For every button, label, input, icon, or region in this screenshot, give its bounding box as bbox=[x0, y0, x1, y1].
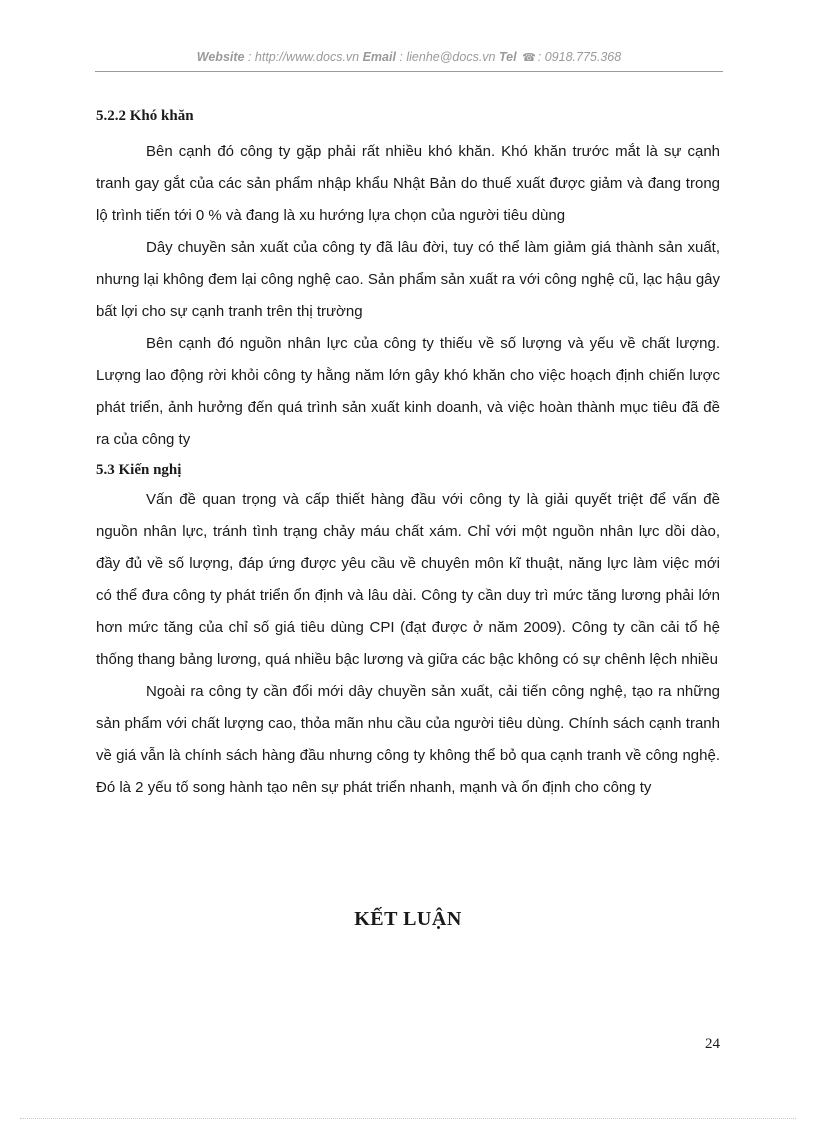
email-label: Email bbox=[362, 50, 396, 64]
paragraph: Dây chuyền sản xuất của công ty đã lâu đời, tuy có thể làm giảm giá thành sản xuất, nhưng lại không đem lại công nghệ cao. Sản phẩm sản xuất ra với công nghệ cũ, lạc hậu gây bất lợi cho sự cạnh tranh trên thị trường bbox=[96, 239, 720, 320]
page-header bbox=[95, 50, 723, 64]
heading-recommendations: 5.3 Kiến nghị bbox=[96, 462, 182, 478]
website-label: Website bbox=[196, 50, 245, 64]
email-value: : lienhe@docs.vn bbox=[395, 50, 499, 64]
phone-icon: ☎ bbox=[522, 52, 536, 64]
page-number: 24 bbox=[705, 1036, 720, 1052]
website-value: : http://www.docs.vn bbox=[244, 50, 363, 64]
paragraph: Bên cạnh đó nguồn nhân lực của công ty thiếu về số lượng và yếu về chất lượng. Lượng lao động rời khỏi công ty hằng năm lớn gây khó khăn cho việc hoạch định chiến lược phát triển, ảnh hưởng đến quá trình sản xuất kinh doanh, và việc hoàn thành mục tiêu đã đề ra của công ty bbox=[96, 335, 720, 448]
paragraph: Bên cạnh đó công ty gặp phải rất nhiều khó khăn. Khó khăn trước mắt là sự cạnh tranh gay gắt của các sản phẩm nhập khẩu Nhật Bản do thuế xuất được giảm và đang trong lộ trình tiến tới 0 % và đang là xu hướng lựa chọn của người tiêu dùng bbox=[96, 143, 720, 224]
paragraph: Ngoài ra công ty cần đổi mới dây chuyền sản xuất, cải tiến công nghệ, tạo ra những sản phẩm với chất lượng cao, thỏa mãn nhu cầu của người tiêu dùng. Chính sách cạnh tranh về giá vẫn là chính sách hàng đầu nhưng công ty không thể bỏ qua cạnh tranh về công nghệ. Đó là 2 yếu tố song hành tạo nên sự phát triển nhanh, mạnh và ổn định cho công ty bbox=[96, 683, 720, 796]
heading-difficulties: 5.2.2 Khó khăn bbox=[96, 108, 194, 124]
page-bottom-edge bbox=[20, 1118, 796, 1119]
header-rule bbox=[95, 71, 723, 72]
document-body bbox=[96, 102, 720, 804]
conclusion-title: KẾT LUẬN bbox=[354, 908, 462, 930]
tel-label: Tel bbox=[498, 50, 517, 64]
tel-value: : 0918.775.368 bbox=[537, 50, 622, 64]
paragraph: Vấn đề quan trọng và cấp thiết hàng đầu với công ty là giải quyết triệt để vấn đề nguồn nhân lực, tránh tình trạng chảy máu chất xám. Chỉ với một nguồn nhân lực dồi dào, đầy đủ về số lượng, đáp ứng được yêu cầu về chuyên môn kĩ thuật, năng lực làm việc mới có thể đưa công ty phát triển ổn định và lâu dài. Công ty cần duy trì mức tăng lương phải lớn hơn mức tăng của chỉ số giá tiêu dùng CPI (đạt được ở năm 2009). Công ty cần cải tổ hệ thống thang bảng lương, quá nhiều bậc lương và giữa các bậc không có sự chênh lệch nhiều bbox=[96, 491, 720, 668]
